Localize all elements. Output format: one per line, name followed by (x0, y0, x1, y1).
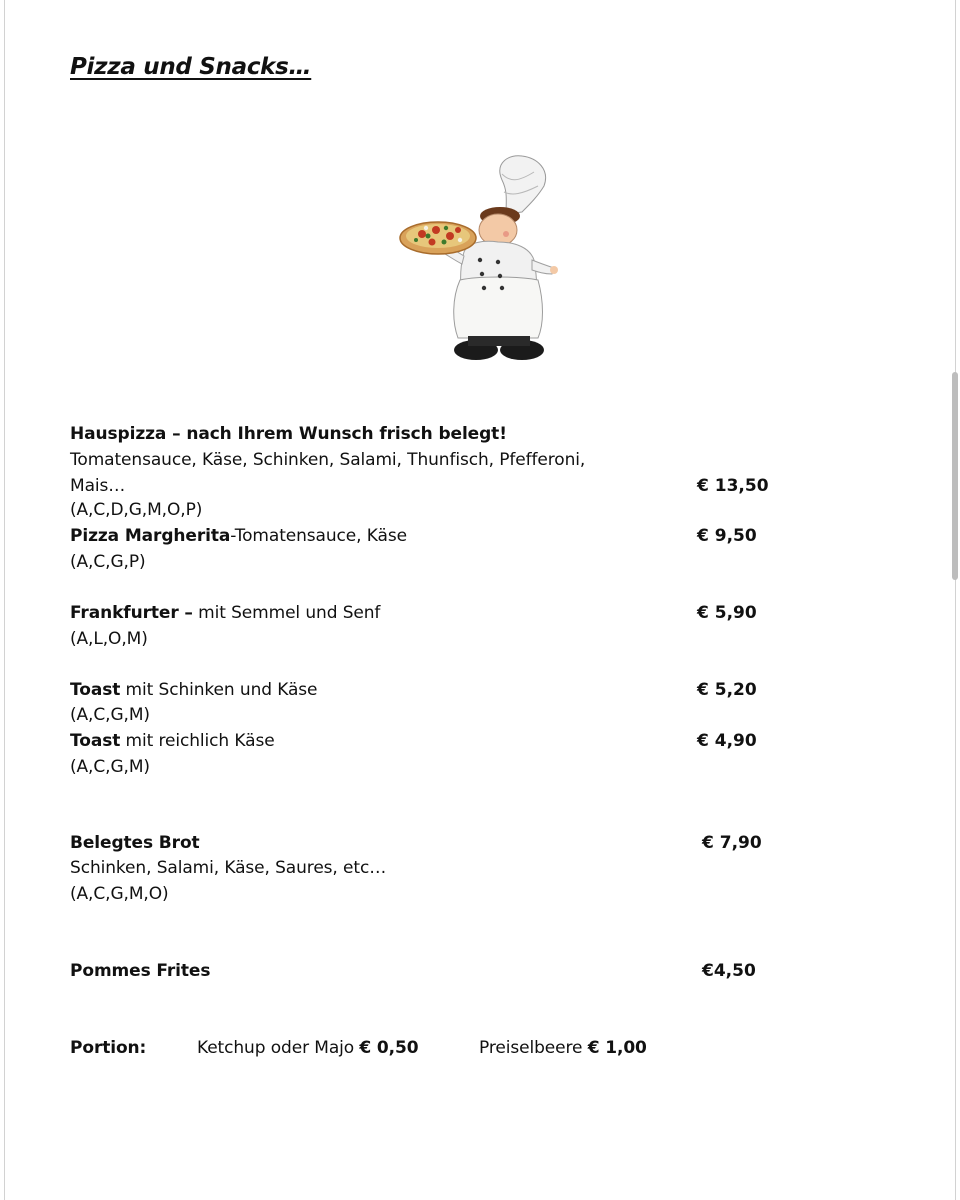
menu-item-frankfurter: Frankfurter – mit Semmel und Senf (70, 603, 381, 623)
menu-item-hauspizza-description-cont: Mais… (70, 476, 126, 496)
menu-item-belegtes-brot-price: € 7,90 (702, 833, 762, 853)
menu-item-frankfurter-price: € 5,90 (697, 603, 757, 623)
chef-with-pizza-illustration (398, 152, 558, 364)
menu-item-hauspizza-name: Hauspizza – nach Ihrem Wunsch frisch belegt! (70, 424, 507, 444)
menu-item-toast-schinken-allergens: (A,C,G,M) (70, 705, 150, 725)
menu-item-margherita-allergens: (A,C,G,P) (70, 552, 146, 572)
menu-item-pommes-frites-price: €4,50 (702, 961, 756, 981)
portion-preiselbeere: Preiselbeere € 1,00 (479, 1038, 647, 1058)
menu-item-toast-kaese-allergens: (A,C,G,M) (70, 757, 150, 777)
page-edge-left (4, 0, 5, 1200)
menu-item-frankfurter-allergens: (A,L,O,M) (70, 629, 148, 649)
scrollbar-thumb[interactable] (952, 372, 958, 580)
menu-item-hauspizza-price: € 13,50 (697, 476, 769, 496)
menu-item-hauspizza-allergens: (A,C,D,G,M,O,P) (70, 500, 203, 520)
menu-item-pommes-frites-name: Pommes Frites (70, 961, 211, 981)
menu-item-toast-kaese: Toast mit reichlich Käse (70, 731, 275, 751)
menu-item-toast-schinken-price: € 5,20 (697, 680, 757, 700)
menu-item-belegtes-brot-allergens: (A,C,G,M,O) (70, 884, 169, 904)
page-edge-right (955, 0, 956, 1200)
menu-item-margherita-price: € 9,50 (697, 526, 757, 546)
menu-item-belegtes-brot-description: Schinken, Salami, Käse, Saures, etc… (70, 858, 387, 878)
menu-item-belegtes-brot-name: Belegtes Brot (70, 833, 200, 853)
menu-item-toast-schinken: Toast mit Schinken und Käse (70, 680, 318, 700)
portion-label: Portion: (70, 1038, 147, 1058)
menu-item-hauspizza-description: Tomatensauce, Käse, Schinken, Salami, Thunfisch, Pfefferoni, (70, 450, 586, 470)
menu-item-toast-kaese-price: € 4,90 (697, 731, 757, 751)
portion-ketchup-majo: Ketchup oder Majo € 0,50 (197, 1038, 419, 1058)
menu-item-margherita: Pizza Margherita-Tomatensauce, Käse (70, 526, 407, 546)
page-title: Pizza und Snacks… (70, 54, 312, 80)
